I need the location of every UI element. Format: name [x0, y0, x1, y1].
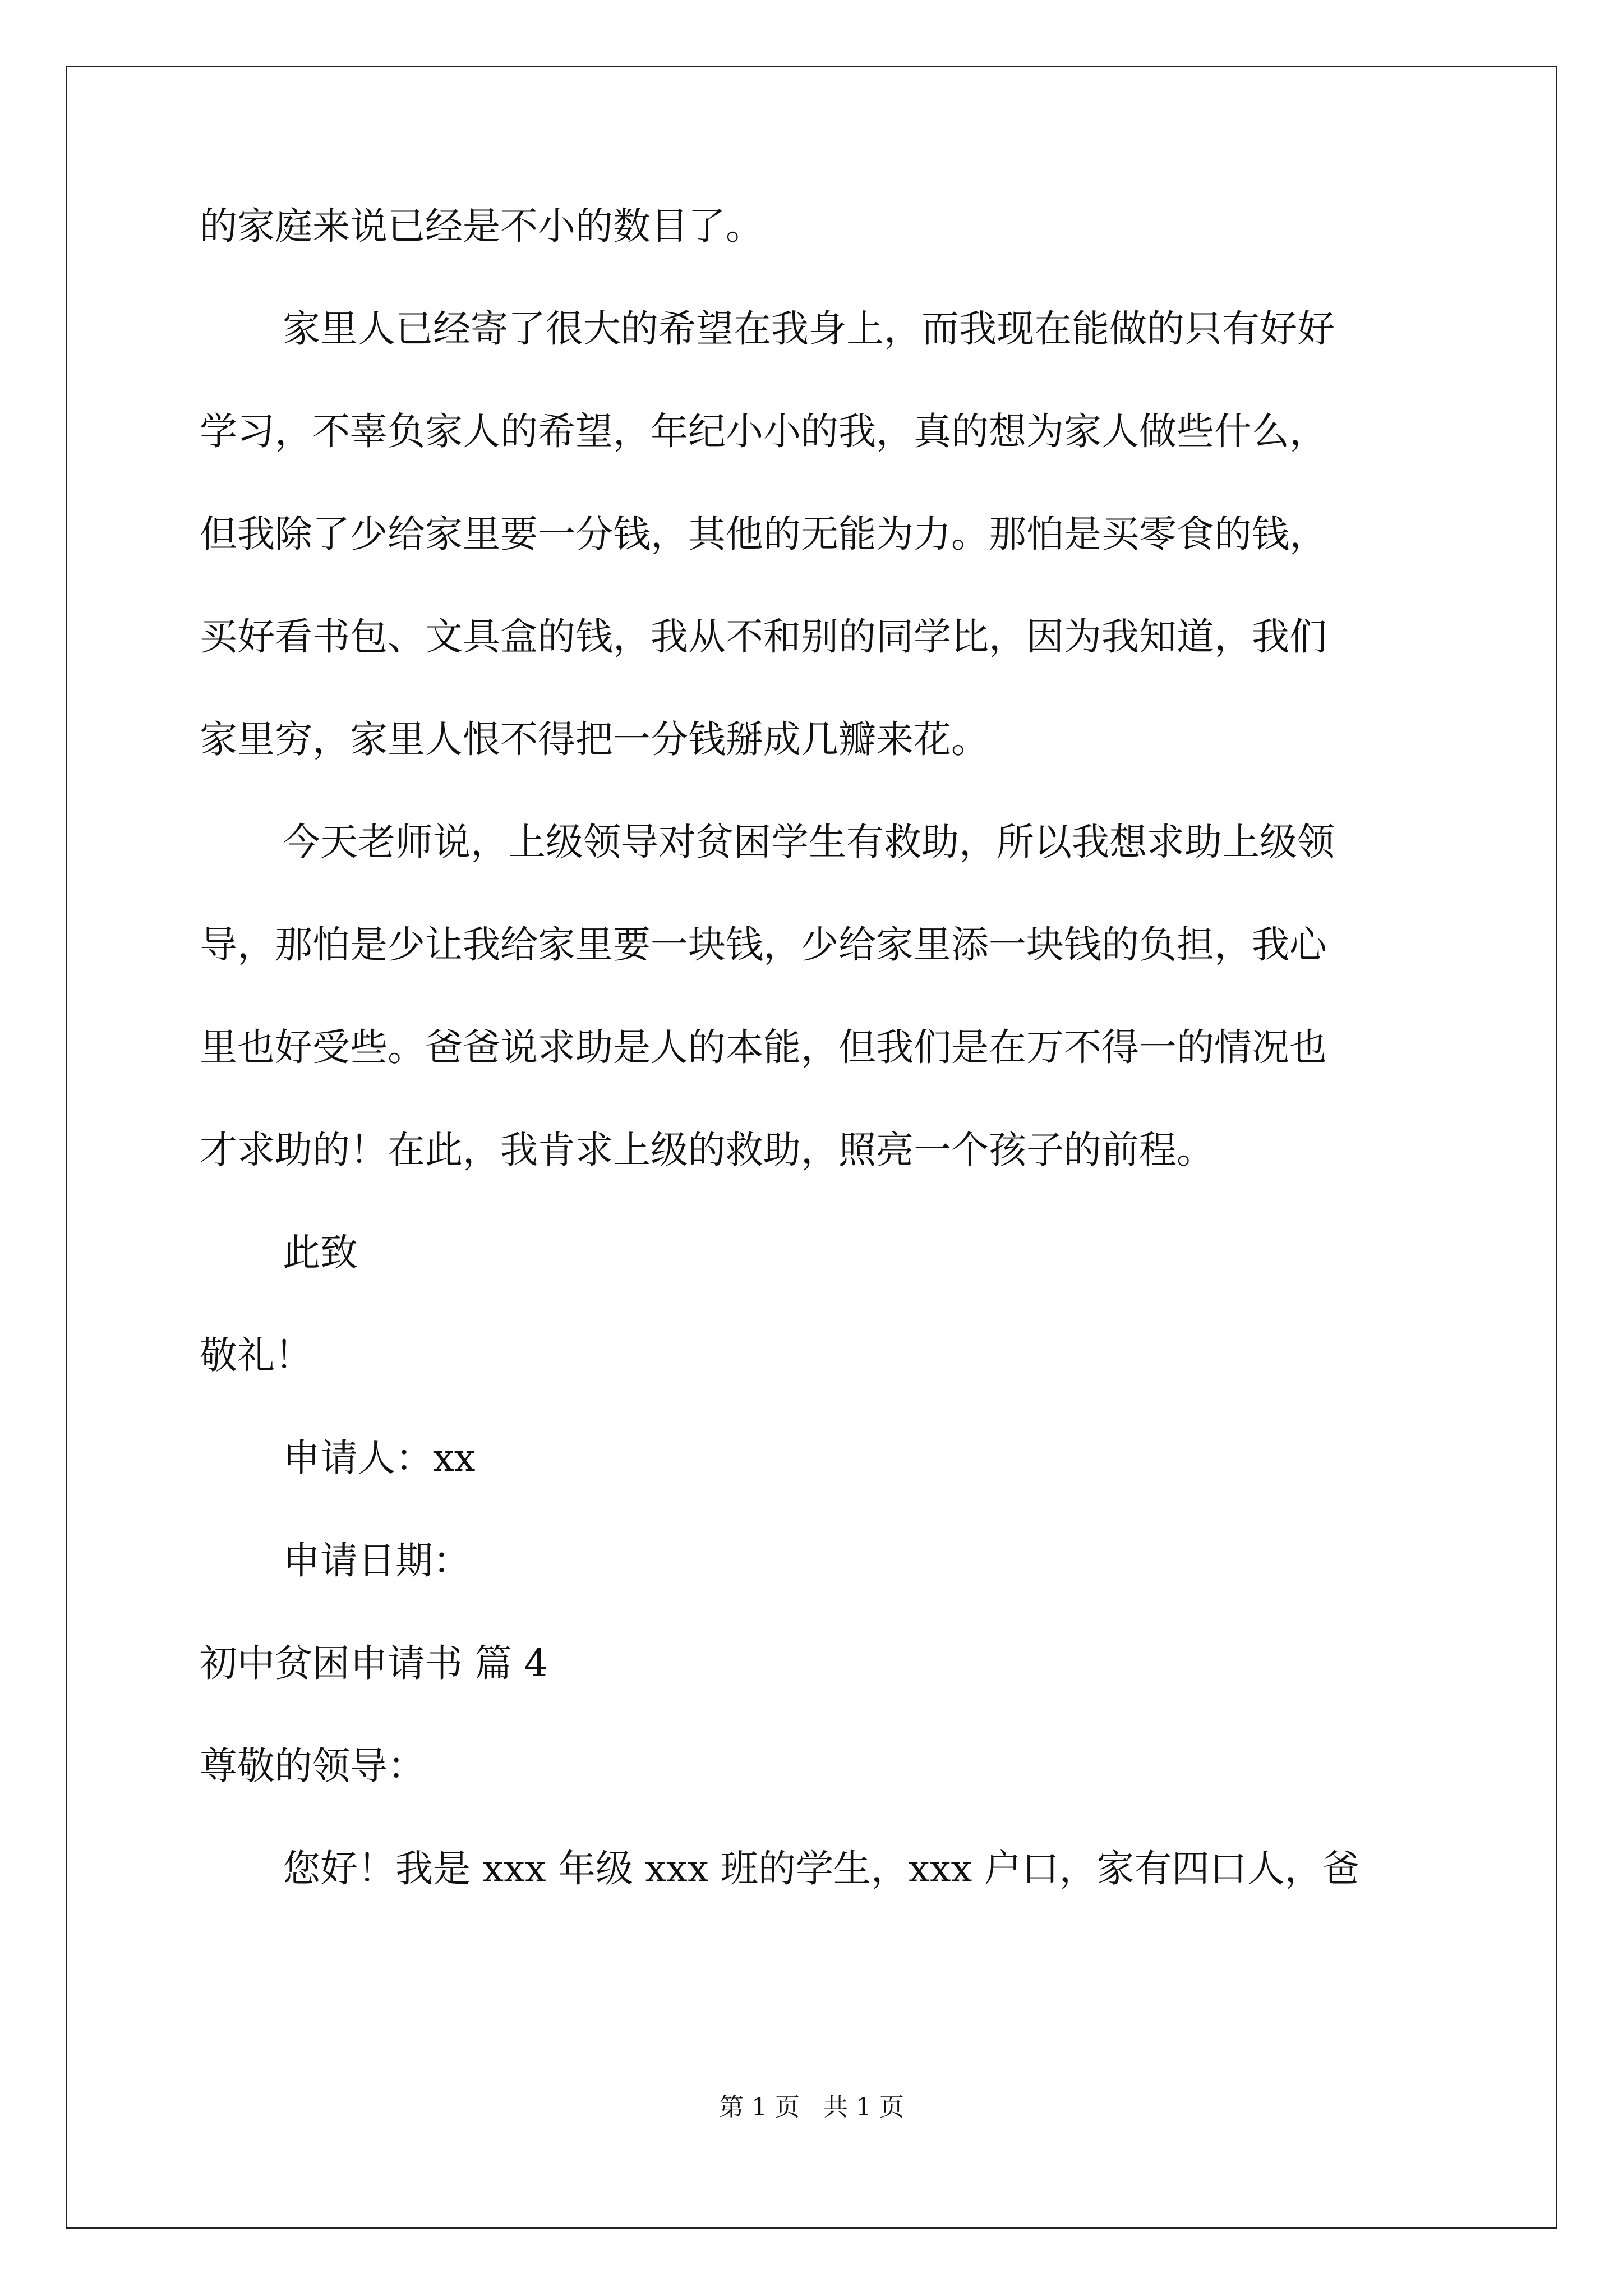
closing-respect: 敬礼！ — [200, 1333, 312, 1377]
paragraph-line: 家里人已经寄了很大的希望在我身上，而我现在能做的只有好好 — [283, 307, 1335, 351]
paragraph-line: 买好看书包、文具盒的钱，我从不和别的同学比，因为我知道，我们 — [200, 615, 1327, 659]
page-footer: 第 1 页 共 1 页 — [719, 2093, 904, 2122]
paragraph-line: 才求助的！在此，我肯求上级的救助，照亮一个孩子的前程。 — [200, 1128, 1214, 1172]
paragraph-line: 今天老师说，上级领导对贫困学生有救助，所以我想求助上级领 — [283, 820, 1335, 864]
paragraph-line: 导，那怕是少让我给家里要一块钱，少给家里添一块钱的负担，我心 — [200, 923, 1327, 967]
document-body — [200, 204, 1433, 1890]
application-date: 申请日期： — [283, 1539, 471, 1582]
paragraph-line: 学习，不辜负家人的希望，年纪小小的我，真的想为家人做些什么， — [200, 409, 1327, 453]
applicant-name: 申请人：xx — [283, 1436, 476, 1480]
paragraph-line: 您好！我是 xxx 年级 xxx 班的学生，xxx 户口，家有四口人，爸 — [283, 1847, 1360, 1890]
section-heading: 初中贫困申请书 篇 4 — [200, 1641, 548, 1685]
paragraph-line: 家里穷，家里人恨不得把一分钱掰成几瓣来花。 — [200, 717, 989, 761]
paragraph-line: 里也好受些。爸爸说求助是人的本能，但我们是在万不得一的情况也 — [200, 1025, 1327, 1069]
paragraph-line: 的家庭来说已经是不小的数目了。 — [200, 204, 763, 248]
paragraph-line: 但我除了少给家里要一分钱，其他的无能为力。那怕是买零食的钱， — [200, 512, 1327, 556]
greeting: 尊敬的领导： — [200, 1744, 425, 1788]
closing-salutation: 此致 — [283, 1231, 358, 1274]
